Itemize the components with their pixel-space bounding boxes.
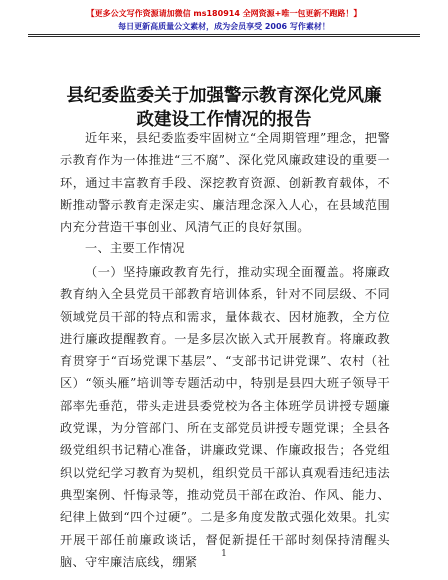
promo-banner-line-2: 每日更新高质量公文素材，成为会员享受 2006 写作素材！ — [118, 22, 330, 31]
promo-banner-line-1: 【更多公文写作资源请加微信 ms180914 全网资源+唯一包更新不跑路！】 — [86, 9, 362, 18]
header-rule-thin — [28, 36, 420, 37]
header-rule — [28, 34, 420, 35]
document-title: 县纪委监委关于加强警示教育深化党风廉政建设工作情况的报告 — [66, 86, 382, 130]
section-heading: 一、主要工作情况 — [85, 241, 185, 255]
page-number: 1 — [221, 549, 227, 559]
intro-paragraph: 近年来，县纪委监委牢固树立“全周期管理”理念，把警示教育作为一体推进“三不腐”、深化党风廉政建设的重要一环，通过丰富教育手段、深挖教育资源、创新教育载体，不断推动警示教育走深走实、廉洁理念深入人心，在县域范围内充分营造干事创业、风清气正的良好氛围。 — [60, 131, 390, 235]
section-body-paragraph: （一）坚持廉政教育先行，推动实现全面覆盖。将廉政教育纳入全县党员干部教育培训体系，针对不同层级、不同领域党员干部的特点和需求，量体裁衣、因材施教，全方位进行廉政提醒教育。一是多层次嵌入式开展教育。将廉政教育贯穿于“百场党课下基层”、“支部书记讲党课”、农村（社区）“领头雁”培训等专题活动中，特别是县四大班子领导干部率先垂范，带头走进县委党校为各主体班学员讲授专题廉政党课，为分管部门、所在支部党员讲授专题党课；全县各级党组织书记精心准备，讲廉政党课、作廉政报告；各党组织以党纪学习教育为契机，组织党员干部认真观看违纪违法典型案例、忏悔录等，推动党员干部在政治、作风、能力、纪律上做到“四个过硬”。二是多角度发散式强化效果。扎实开展干部任前廉政谈话，督促新提任干部时刻保持清醒头脑、守牢廉洁底线，绷紧 — [60, 265, 390, 569]
